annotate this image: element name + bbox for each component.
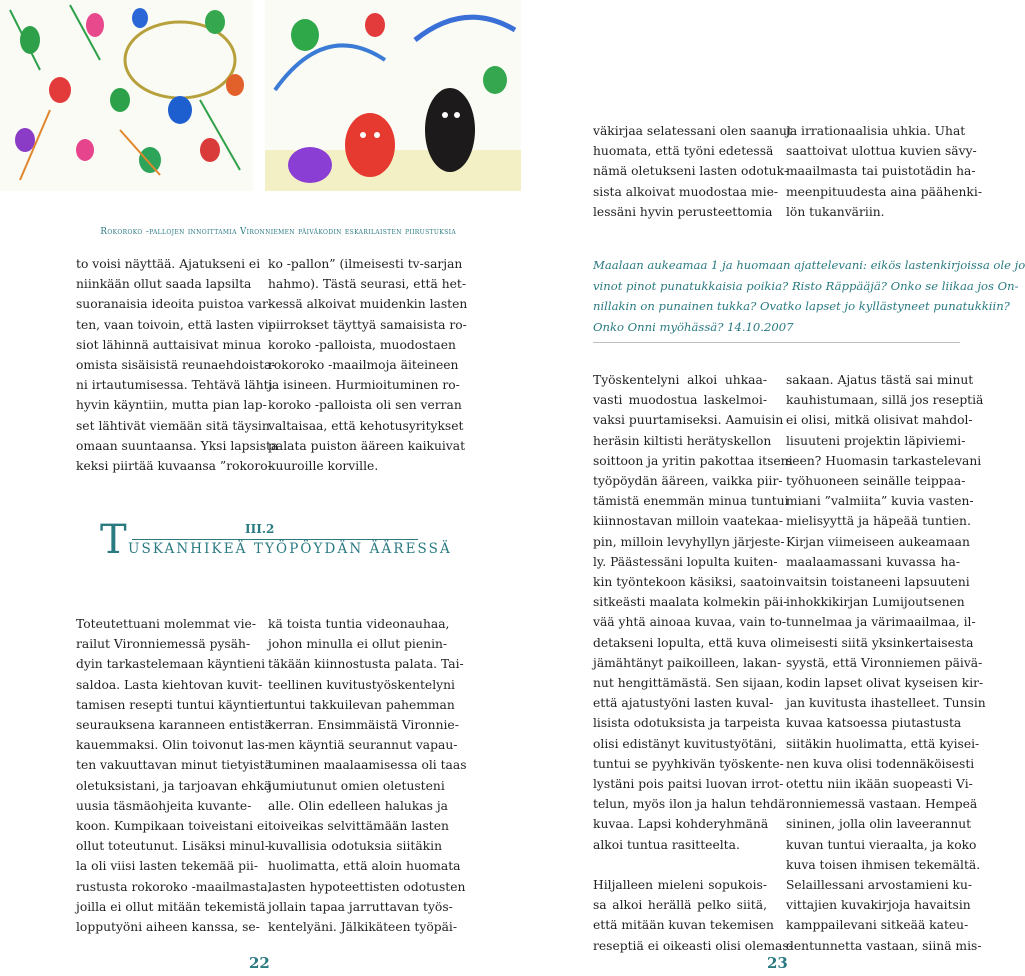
text-line: sa alkoi herällä pelko siitä,: [593, 898, 767, 913]
text-line: tamisen resepti tuntui käyntien: [76, 697, 272, 712]
text-line: la oli viisi lasten tekemää pii-: [76, 859, 259, 874]
text-line: Selaillessani arvostamieni ku-: [786, 878, 973, 893]
text-line: telun, myös ilon ja halun tehdä: [593, 797, 786, 812]
section-number: III.2: [245, 522, 275, 536]
text-line: Onko Onni myöhässä? 14.10.2007: [593, 319, 794, 334]
text-line: kerran. Ensimmäistä Vironnie-: [268, 718, 459, 733]
text-line: lopputyöni aiheen kanssa, se-: [76, 920, 260, 935]
text-line: nut hengittämästä. Sen sijaan,: [593, 676, 784, 691]
text-line: koon. Kumpikaan toiveistani ei: [76, 819, 269, 834]
text-line: tämistä enemmän minua tuntui: [593, 494, 789, 509]
text-line: kodin lapset olivat kyseisen kir-: [786, 676, 984, 691]
text-line: seen? Huomasin tarkastelevani: [786, 453, 982, 468]
left-page-bottom-column-2: [268, 614, 467, 937]
text-line: kauemmaksi. Olin toivonut las-: [76, 738, 269, 753]
text-line: piirrokset täyttyä samaisista ro-: [268, 317, 467, 332]
text-line: kessä alkoivat muidenkin lasten: [268, 297, 468, 312]
text-line: siitäkin huolimatta, että kyisei-: [786, 736, 980, 751]
text-line: ollut toteutunut. Lisäksi minul-: [76, 839, 269, 854]
text-line: alkoi tuntua rasitteelta.: [593, 837, 740, 852]
text-line: huolimatta, että aloin huomata: [268, 859, 461, 874]
text-line: toiveikas selvittämään lasten: [268, 819, 449, 834]
text-line: sista alkoivat muodostaa mie-: [593, 184, 779, 199]
text-line: työpöydän ääreen, vaikka piir-: [593, 474, 783, 489]
text-line: Kirjan viimeiseen aukeamaan: [786, 534, 970, 549]
text-line: kuvallisia odotuksia siitäkin: [268, 839, 442, 854]
text-line: valtaisaa, että kehotusyritykset: [268, 418, 464, 433]
text-line: [593, 855, 767, 875]
top-right-column-2: [786, 121, 982, 222]
text-line: teellinen kuvitustyöskentelyni: [268, 677, 455, 692]
text-line: vaitsin toistaneeni lapsuuteni: [786, 575, 970, 590]
text-line: miani ”valmiita” kuvia vasten-: [786, 494, 974, 509]
text-line: keksi piirtää kuvaansa ”rokoro-: [76, 459, 272, 474]
text-line: olisi edistänyt kuvitustyötäni,: [593, 736, 777, 751]
text-line: jumiutunut omien oletusteni: [268, 778, 445, 793]
text-line: suoranaisia ideoita puistoa var-: [76, 297, 273, 312]
text-line: ten, vaan toivoin, että lasten vi-: [76, 317, 273, 332]
text-line: sakaan. Ajatus tästä sai minut: [786, 373, 974, 387]
text-line: kuvan tuntui vieraalta, ja koko: [786, 837, 977, 852]
text-line: omista sisäisistä reunaehdoista-: [76, 358, 276, 373]
text-line: tunnelmaa ja värimaailmaa, il-: [786, 615, 976, 630]
text-line: inhokkikirjan Lumijoutsenen: [786, 595, 965, 610]
text-line: heräsin kiltisti herätyskellon: [593, 433, 772, 448]
text-line: vittajien kuvakirjoja havaitsin: [786, 898, 971, 913]
text-line: otettu niin ikään suopeasti Vi-: [786, 777, 973, 792]
text-line: nen kuva olisi todennäköisesti: [786, 756, 975, 771]
text-line: tuntui se pyyhkivän työskente-: [593, 756, 784, 771]
text-line: pin, milloin levyhyllyn järjeste-: [593, 534, 785, 549]
text-line: ronniemessä vastaan. Hempeä: [786, 797, 978, 812]
text-line: saattoivat ulottua kuvien sävy-: [786, 144, 977, 159]
text-line: että ajatustyöni lasten kuval-: [593, 696, 774, 711]
text-line: uusia täsmäohjeita kuvante-: [76, 798, 252, 813]
text-line: kentelyäni. Jälkikäteen työpäi-: [268, 920, 458, 935]
text-line: kin työntekoon käsiksi, saatoin: [593, 575, 786, 590]
text-line: väkirjaa selatessani olen saanut: [593, 124, 792, 138]
text-line: alle. Olin edelleen halukas ja: [268, 798, 448, 813]
text-line: sininen, jolla olin laveerannut: [786, 817, 972, 832]
text-line: seurauksena karanneen entistä: [76, 718, 272, 733]
text-line: jämähtänyt paikoilleen, lakan-: [593, 655, 782, 670]
left-page-bottom-column-1: [76, 614, 272, 937]
text-line: to voisi näyttää. Ajatukseni ei: [76, 257, 261, 271]
text-line: maailmasta tai puistotädin ha-: [786, 164, 976, 179]
text-line: maalaamassani kuvassa ha-: [786, 554, 960, 569]
diary-quote: [593, 255, 1025, 337]
text-line: kauhistumaan, sillä jos reseptiä: [786, 393, 984, 408]
top-right-column-1: [593, 121, 792, 222]
text-line: meenpituudesta aina päähenki-: [786, 184, 982, 199]
text-line: lystäni pois paitsi luovan irrot-: [593, 777, 784, 792]
text-line: men käyntiä seurannut vapau-: [268, 738, 458, 753]
text-line: dentunnetta vastaan, siinä mis-: [786, 938, 982, 953]
drawing-left-illustration: [0, 0, 253, 191]
text-line: jan kuvitusta ihastelleet. Tunsin: [786, 696, 986, 711]
text-line: lisuuteni projektin läpiviemi-: [786, 433, 966, 448]
text-line: detakseni lopulta, että kuva oli: [593, 635, 786, 650]
text-line: vää yhtä ainoaa kuvaa, vain to-: [593, 615, 787, 630]
page-number-right: 23: [767, 954, 788, 972]
text-line: siot lähinnä auttaisivat minua: [76, 337, 262, 352]
text-line: tuminen maalaamisessa oli taas: [268, 758, 467, 773]
right-page-column-1: [593, 370, 793, 956]
text-line: kä toista tuntia videonauhaa,: [268, 617, 450, 631]
text-line: reseptiä ei oikeasti olisi olemas-: [593, 938, 793, 953]
text-line: nillakin on punainen tukka? Ovatko lapset jo kyllästyneet punatukkiin?: [593, 299, 1010, 314]
text-line: koroko -palloista, muodostaen: [268, 337, 456, 352]
text-line: kiinnostavan milloin vaatekaa-: [593, 514, 783, 529]
text-line: ja irrationaalisia uhkia. Uhat: [786, 124, 966, 138]
section-title: USKANHIKEÄ TYÖPÖYDÄN ÄÄRESSÄ: [128, 541, 452, 557]
text-line: johon minulla ei ollut pienin-: [268, 637, 448, 652]
text-line: vasti muodostua laskelmoi-: [593, 393, 767, 408]
text-line: rustusta rokoroko -maailmasta,: [76, 879, 272, 894]
text-line: palata puiston ääreen kaikuivat: [268, 438, 466, 453]
text-line: sitkeästi maalata kolmekin päi-: [593, 595, 788, 610]
text-line: Toteutettuani molemmat vie-: [76, 617, 256, 631]
text-line: huomata, että työni edetessä: [593, 144, 774, 159]
text-line: dyin tarkastelemaan käyntieni: [76, 657, 266, 672]
text-line: joilla ei ollut mitään tekemistä: [76, 899, 266, 914]
text-line: ten vakuuttavan minut tietyistä: [76, 758, 272, 773]
text-line: ko -pallon” (ilmeisesti tv-sarjan: [268, 257, 463, 271]
text-line: että mitään kuvan tekemisen: [593, 918, 774, 933]
text-line: kuva toisen ihmisen tekemältä.: [786, 857, 981, 872]
text-line: hyvin käyntiin, mutta pian lap-: [76, 398, 267, 413]
text-line: soittoon ja yritin pakottaa itseni: [593, 453, 793, 468]
text-line: ei olisi, mitkä olisivat mahdol-: [786, 413, 973, 428]
text-line: mielisyyttä ja häpeää tuntien.: [786, 514, 971, 529]
section-initial-letter: T: [100, 517, 127, 563]
text-line: kuvaa katsoessa piutastusta: [786, 716, 962, 731]
text-line: jollain tapaa jarruttavan työs-: [268, 899, 453, 914]
text-line: Työskentelyni alkoi uhkaa-: [593, 373, 767, 387]
quote-divider: [593, 342, 960, 343]
text-line: vaksi puurtamiseksi. Aamuisin: [593, 413, 784, 428]
text-line: täkään kiinnostusta palata. Tai-: [268, 657, 464, 672]
figure-caption: Rokoroko -pallojen innoittamia Vironniemen päiväkodin eskarilaisten piirustuksia: [100, 227, 456, 237]
text-line: rokoroko -maailmoja äiteineen: [268, 358, 459, 373]
text-line: Hiljalleen mieleni sopukois-: [593, 878, 767, 893]
text-line: kuvaa. Lapsi kohderyhmänä: [593, 817, 769, 832]
text-line: nämä oletukseni lasten odotuk-: [593, 164, 788, 179]
drawing-right-illustration: [265, 0, 521, 191]
section-heading-rule: [132, 539, 418, 540]
text-line: saldoa. Lasta kiehtovan kuvit-: [76, 677, 263, 692]
text-line: ja isineen. Hurmioituminen ro-: [268, 378, 460, 393]
text-line: kuuroille korville.: [268, 459, 379, 474]
text-line: set lähtivät viemään sitä täysin: [76, 418, 270, 433]
text-line: kamppailevani sitkeää kateu-: [786, 918, 969, 933]
right-page-column-2: [786, 370, 986, 956]
text-line: ni irtautumisessa. Tehtävä lähti: [76, 378, 273, 393]
text-line: syystä, että Vironniemen päivä-: [786, 655, 983, 670]
text-line: railut Vironniemessä pysäh-: [76, 637, 251, 652]
text-line: omaan suuntaansa. Yksi lapsista: [76, 438, 279, 453]
text-line: hahmo). Tästä seurasi, että het-: [268, 277, 466, 292]
text-line: työhuoneen seinälle teippaa-: [786, 474, 966, 489]
childrens-drawing-left: [0, 0, 253, 191]
text-line: koroko -palloista oli sen verran: [268, 398, 462, 413]
left-page-column-2: [268, 254, 468, 476]
text-line: lön tukanväriin.: [786, 204, 885, 219]
text-line: vinot pinot punatukkaisia poikia? Risto Räppääjä? Onko se liikaa jos On-: [593, 278, 1019, 293]
text-line: lisista odotuksista ja tarpeista: [593, 716, 781, 731]
text-line: meisesti siitä yksinkertaisesta: [786, 635, 974, 650]
left-page-column-1: [76, 254, 279, 476]
page-number-left: 22: [249, 954, 270, 972]
text-line: oletuksistani, ja tarjoavan ehkä: [76, 778, 272, 793]
text-line: lessäni hyvin perusteettomia: [593, 204, 773, 219]
text-line: Maalaan aukeamaa 1 ja huomaan ajattelevani: eikös lastenkirjoissa ole jo: [593, 258, 1025, 272]
text-line: tuntui takkuilevan pahemman: [268, 697, 455, 712]
text-line: lasten hypoteettisten odotusten: [268, 879, 466, 894]
text-line: ly. Päästessäni lopulta kuiten-: [593, 554, 778, 569]
childrens-drawing-right: [265, 0, 521, 191]
text-line: niinkään ollut saada lapsilta: [76, 277, 252, 292]
